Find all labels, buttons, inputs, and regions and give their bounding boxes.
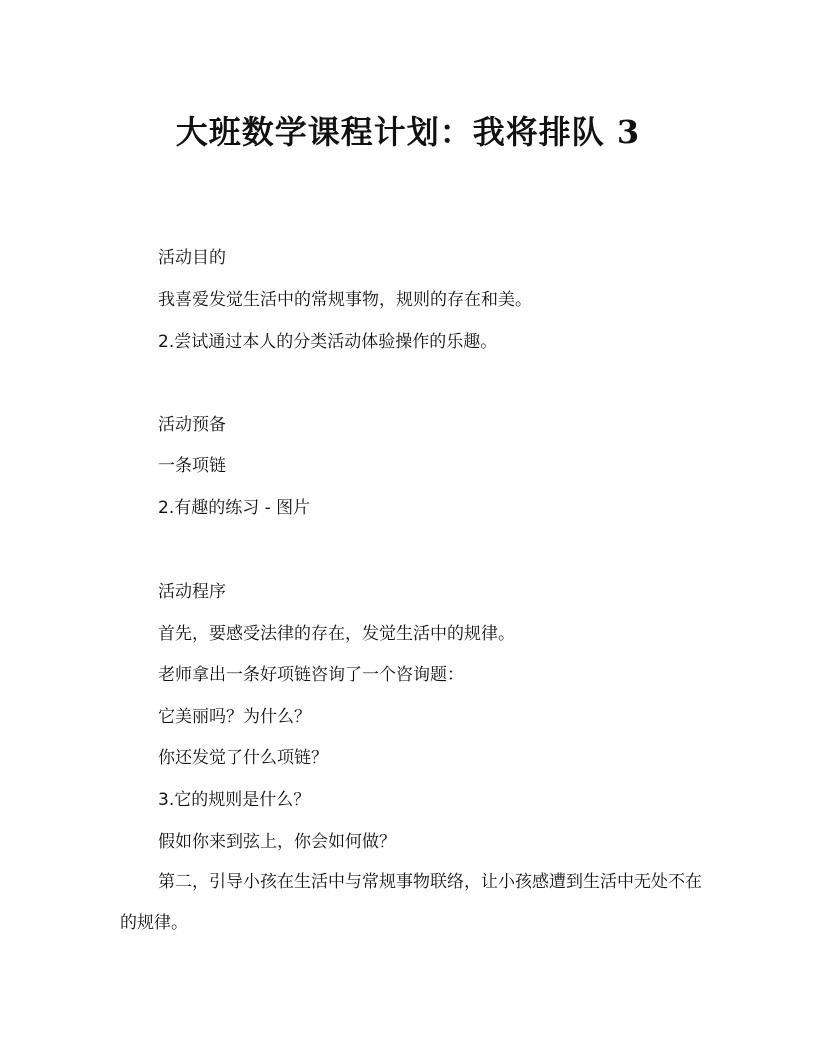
section-heading-procedure: 活动程序 xyxy=(158,582,226,602)
document-title: 大班数学课程计划：我将排队 3 xyxy=(175,113,641,151)
procedure-item-2: 老师拿出一条好项链咨询了一个咨询题： xyxy=(158,665,464,685)
goal-item-2: 2.尝试通过本人的分类活动体验操作的乐趣。 xyxy=(158,332,498,352)
procedure-item-7: 第二，引导小孩在生活中与常规事物联络，让小孩感遭到生活中无处不在的规律。 xyxy=(120,872,702,933)
preparation-item-1: 一条项链 xyxy=(158,456,226,476)
procedure-item-4: 你还发觉了什么项链？ xyxy=(158,748,328,768)
procedure-item-5: 3.它的规则是什么？ xyxy=(158,790,311,810)
section-heading-goals: 活动目的 xyxy=(158,248,226,268)
procedure-item-3: 它美丽吗？为什么？ xyxy=(158,707,311,727)
procedure-item-1: 首先，要感受法律的存在，发觉生活中的规律。 xyxy=(158,624,515,644)
preparation-item-2: 2.有趣的练习 - 图片 xyxy=(158,498,311,518)
goal-item-1: 我喜爱发觉生活中的常规事物，规则的存在和美。 xyxy=(158,290,532,310)
procedure-item-6: 假如你来到弦上，你会如何做？ xyxy=(158,832,396,852)
section-heading-preparation: 活动预备 xyxy=(158,415,226,435)
